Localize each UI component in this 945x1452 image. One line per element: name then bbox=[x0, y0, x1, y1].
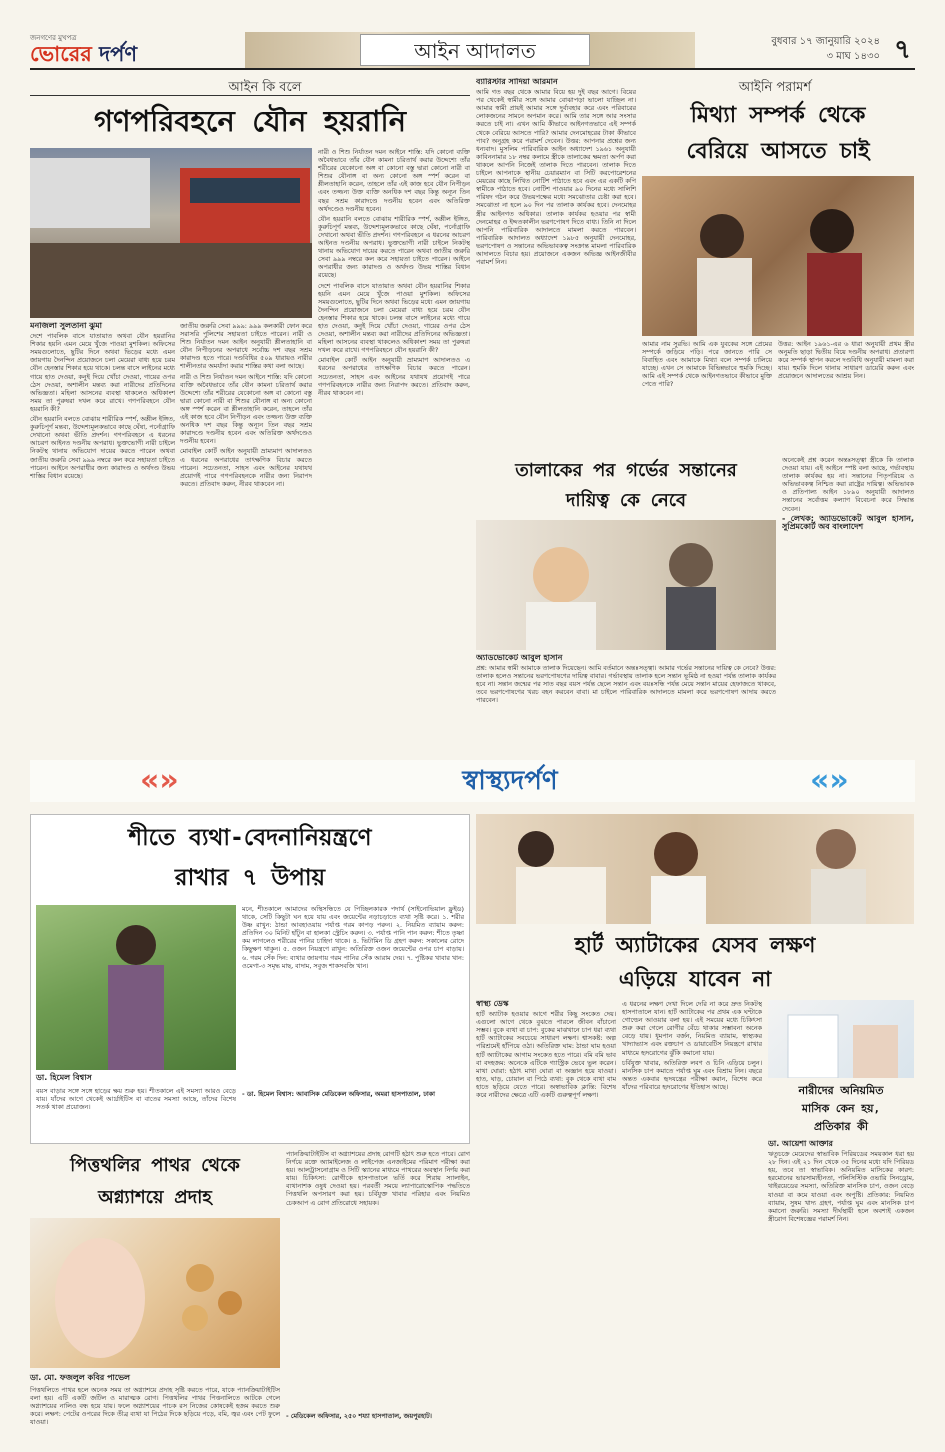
harassment-column-3 bbox=[318, 148, 470, 758]
divider bbox=[30, 95, 470, 96]
doctor-photo bbox=[768, 1000, 914, 1078]
law-mid-para-dup-2: যৌন হয়রানি বলতে বোঝায় শারীরিক স্পর্শ, অশ্লীল ইঙ্গিত, কুরুচিপূর্ণ মন্তব্য, উদ্দেশ্যমূলকভাবে কাছে ঘেঁষা, পর্নোগ্রাফি দেখানো অথবা ভীতি প্রদর্শন। গণপরিবহনে এ ধরনের আচরণ আইনত দণ্ডনীয় অপরাধ। ভুক্তভোগী নারী চাইলে নিকটস্থ থানায় অভিযোগ দায়ের করতে পারেন অথবা জাতীয় জরুরি সেবা ৯৯৯ নম্বরে কল করে সহায়তা চাইতে পারেন। আইনে অপরাধীর জন্য কারাদণ্ড ও অর্থদণ্ড উভয় শাস্তির বিধান রয়েছে। bbox=[318, 214, 470, 280]
bus-crowd-illustration bbox=[30, 148, 312, 318]
heart-illustration bbox=[476, 814, 914, 924]
women-headline-3: প্রতিকার কী bbox=[813, 1120, 868, 1133]
heart-body-3: চর্বিযুক্ত খাবার, অতিরিক্ত লবণ ও চিনি এড়িয়ে চলুন। মানসিক চাপ কমাতে পর্যাপ্ত ঘুম এবং বিশ্রাম নিন। বছরে অন্তত একবার হৃদযন্ত্রের পরীক্ষা করান, বিশেষ করে যাঁদের পরিবারে হৃদরোগের ইতিহাস আছে। bbox=[622, 1058, 762, 1091]
person-1-head bbox=[700, 214, 744, 258]
winter-headline-2: রাখার ৭ উপায় bbox=[174, 865, 326, 891]
harassment-para-5: মোবাইল কোর্ট আইন অনুযায়ী ভ্রাম্যমাণ আদালতও এ ধরনের অপরাধের তাৎক্ষণিক বিচার করতে পারেন। সচেতনতা, সাহস এবং আইনের যথাযথ প্রয়োগই পারে গণপরিবহনকে নারীর জন্য নিরাপদ করতে। প্রতিবাদ করুন, নীরব থাকবেন না। bbox=[180, 447, 312, 488]
harassment-para-3: জাতীয় জরুরি সেবা ৯৯৯: ৯৯৯ কলকারী ফোন করে সরাসরি পুলিশের সহায়তা চাইতে পারেন। নারী ও শিশু নির্যাতন দমন আইন অনুযায়ী শ্লীলতাহানি বা যৌন নিপীড়নের অপরাধে সর্বোচ্চ দশ বছর সশ্রম কারাদণ্ড হতে পারে। দণ্ডবিধির ৫০৯ ধারায়ও নারীর শালীনতার অমর্যাদা করার শাস্তির কথা বলা আছে। bbox=[180, 322, 312, 371]
heart-body: হার্ট অ্যাটাক হওয়ার আগে শরীর কিছু সংকেত দেয়। এগুলো আগে থেকে বুঝতে পারলে জীবন বাঁচানো সম্ভব। বুকে ব্যথা বা চাপ: বুকের মাঝখানে চাপ ধরা ব্যথা হার্ট অ্যাটাকের সবচেয়ে সাধারণ লক্ষণ। শ্বাসকষ্ট: অল্প পরিশ্রমেই হাঁপিয়ে ওঠা। অতিরিক্ত ঘাম: ঠান্ডা ঘাম হওয়া হার্ট অ্যাটাকের আগাম সংকেত হতে পারে। বমি বমি ভাব বা বদহজম: অনেকে এটিকে গ্যাস্ট্রিক ভেবে ভুল করেন। মাথা ঘোরা: হঠাৎ মাথা ঘোরা বা অজ্ঞান হয়ে যাওয়া। হাত, ঘাড়, চোয়াল বা পিঠে ব্যথা: বুক থেকে ব্যথা বাম হাতে ছড়িয়ে যেতে পারে। অস্বাভাবিক ক্লান্তি: বিশেষ করে নারীদের ক্ষেত্রে এটি একটি গুরুত্বপূর্ণ লক্ষণ। bbox=[476, 1010, 616, 1100]
gallstone-photo bbox=[30, 1218, 280, 1368]
winter-body-lower: বয়স বাড়ার সঙ্গে সঙ্গে হাড়ের ক্ষয় শুরু হয়। শীতকালে এই সমস্যা আরও বেড়ে যায়। যাঁদের আগে থেকেই আর্থ্রাইটিস বা বাতের সমস্যা আছে, তাঁদের বিশেষ সতর্ক থাকা প্রয়োজন। bbox=[36, 1087, 236, 1112]
woman-bed-head bbox=[518, 831, 554, 867]
bus-window bbox=[190, 178, 300, 203]
women-body bbox=[768, 1140, 914, 1422]
harassment-column-2 bbox=[180, 322, 312, 762]
advice-headline-1: মিথ্যা সম্পর্ক থেকে bbox=[690, 103, 866, 128]
patient-shape bbox=[853, 1025, 898, 1078]
women-byline: ডা. আয়েশা আক্তার bbox=[768, 1140, 833, 1148]
law-mid-byline: ব্যারিস্টার সাদিয়া আরমান bbox=[476, 78, 558, 86]
doctor-illustration bbox=[768, 1000, 914, 1078]
health-banner bbox=[30, 760, 915, 802]
harassment-para-4: নারী ও শিশু নির্যাতন দমন আইনে শাস্তি: যদি কোনো ব্যক্তি অবৈধভাবে তাঁর যৌন কামনা চরিতার্থ করার উদ্দেশ্যে তাঁর শরীরের যেকোনো অঙ্গ বা কোনো বস্তু দ্বারা কোনো নারী বা শিশুর যৌনাঙ্গ বা অন্য কোনো অঙ্গ স্পর্শ করেন বা শ্লীলতাহানি করেন, তাহলে তাঁর এই কাজ হবে যৌন নিপীড়ন এবং তজ্জন্য উক্ত ব্যক্তি অনধিক দশ বছর কিন্তু অন্যূন তিন বছর সশ্রম কারাদণ্ডে দণ্ডনীয় হবেন এবং অতিরিক্ত অর্থদণ্ডেও দণ্ডনীয় হবেন। bbox=[180, 372, 312, 446]
person-1-body bbox=[697, 258, 752, 336]
stone-2 bbox=[218, 1291, 242, 1315]
harassment-para-2: যৌন হয়রানি বলতে বোঝায় শারীরিক স্পর্শ, অশ্লীল ইঙ্গিত, কুরুচিপূর্ণ মন্তব্য, উদ্দেশ্যমূলকভাবে কাছে ঘেঁষা, পর্নোগ্রাফি দেখানো অথবা ভীতি প্রদর্শন। গণপরিবহনে এ ধরনের আচরণ আইনত দণ্ডনীয় অপরাধ। ভুক্তভোগী নারী চাইলে নিকটস্থ থানায় অভিযোগ দায়ের করতে পারেন অথবা জাতীয় জরুরি সেবা ৯৯৯ নম্বরে কল করে সহায়তা চাইতে পারেন। আইনে অপরাধীর জন্য কারাদণ্ড ও অর্থদণ্ড উভয় শাস্তির বিধান রয়েছে। bbox=[30, 415, 175, 480]
harassment-column-1 bbox=[30, 322, 175, 762]
man-head bbox=[654, 832, 698, 876]
girl-photo bbox=[476, 520, 776, 650]
logo bbox=[30, 34, 180, 66]
divorce-body-text: প্রশ্ন: আমার স্বামী আমাকে তালাক দিয়েছেন। আমি বর্তমানে অন্তঃসত্ত্বা। আমার গর্ভের সন্তানের দায়িত্ব কে নেবে? উত্তর: তালাক হলেও সন্তানের ভরণপোষণের দায়িত্ব বাবার। গর্ভাবস্থায় তালাক হলে সন্তান ভূমিষ্ঠ না হওয়া পর্যন্ত তালাক কার্যকর হবে না। সন্তান জন্মের পর সাত বছর বয়স পর্যন্ত ছেলে সন্তান এবং বয়ঃসন্ধি পর্যন্ত মেয়ে সন্তান মায়ের হেফাজতে থাকবে, তবে ভরণপোষণের খরচ বহন করবেন বাবা। মা চাইলে পারিবারিক আদালতে মামলা করে ভরণপোষণ আদায় করতে পারবেন। bbox=[476, 664, 776, 705]
bed-shape bbox=[516, 867, 606, 924]
winter-headline-1: শীতে ব্যথা-বেদনানিয়ন্ত্রণে bbox=[128, 825, 372, 851]
logo-name-a: ভোরের bbox=[30, 41, 92, 66]
advice-headline-2: বেরিয়ে আসতে চাই bbox=[686, 139, 870, 164]
woman-cardigan bbox=[108, 965, 164, 1070]
gall-byline: ডা. মো. ফজলুল কবির পাভেল bbox=[30, 1373, 130, 1382]
woman-photo bbox=[36, 905, 236, 1070]
divorce-body bbox=[476, 654, 776, 758]
man-body bbox=[651, 876, 706, 924]
parent-head bbox=[669, 543, 713, 587]
law-kicker: আইন কি বলে bbox=[228, 80, 302, 95]
harassment-byline: মনজিলা সুলতানা ঝুমা bbox=[30, 322, 102, 330]
divorce-headline-1: তালাকের পর গর্ভের সন্তানের bbox=[515, 460, 737, 481]
logo-name-b: দর্পণ bbox=[91, 41, 138, 66]
headline-harassment: গণপরিবহনে যৌন হয়রানি bbox=[93, 104, 407, 138]
health-banner-title: স্বাস্থ্যদর্পণ bbox=[462, 766, 558, 796]
doctor-coat bbox=[788, 1015, 838, 1078]
gall-body-2: প্যানক্রিয়াটাইটিস বা অগ্ন্যাশয়ের প্রদাহ রোগটি হঠাৎ শুরু হতে পারে। রোগ নির্ণয়ে রক্তে অ্যামাইলেজ ও লাইপেজ এনজাইমের পরিমাণ পরীক্ষা করা হয়। আলট্রাসনোগ্রাম ও সিটি স্ক্যানের মাধ্যমে পাথরের অবস্থান নির্ণয় করা যায়। চিকিৎসা: রোগীকে হাসপাতালে ভর্তি করে শিরায় স্যালাইন, ব্যথানাশক ওষুধ দেওয়া হয়। পরবর্তী সময়ে ল্যাপারোস্কোপিক পদ্ধতিতে পিত্তথলি অপসারণ করা হয়। চর্বিযুক্ত খাবার পরিহার এবং নিয়মিত চেকআপ এ রোগ প্রতিরোধে সহায়ক। bbox=[286, 1150, 470, 1207]
crowd-shape bbox=[30, 243, 312, 318]
heart-headline-1: হার্ট অ্যাটাকের যেসব লক্ষণ bbox=[574, 933, 816, 957]
heart-headline-2: এড়িয়ে যাবেন না bbox=[618, 967, 772, 991]
abdomen-shape bbox=[55, 1238, 145, 1358]
advice-kicker: আইনি পরামর্শ bbox=[738, 80, 812, 95]
banner-chevron-left-icon: «» bbox=[140, 763, 179, 798]
girl-body bbox=[526, 602, 596, 650]
divorce-author: - লেখক: অ্যাডভোকেট আবুল হাসান, সুপ্রিমকোর্ট অব বাংলাদেশ bbox=[782, 513, 914, 531]
gall-headline-2: অগ্ন্যাশয়ে প্রদাহ bbox=[98, 1187, 212, 1208]
women-body-text: ঋতুচক্রে মেয়েদের স্বাভাবিক পিরিয়ডের সময়কাল ধরা হয় ২৮ দিন। এই ২১ দিন থেকে ৩৫ দিনের মধ্যে যদি পিরিয়ড হয়, তবে তা স্বাভাবিক। অনিয়মিত মাসিকের কারণ: হরমোনের ভারসাম্যহীনতা, পলিসিস্টিক ওভারি সিনড্রোম, থাইরয়েডের সমস্যা, অতিরিক্ত মানসিক চাপ, ওজন বেড়ে যাওয়া বা কমে যাওয়া এবং অপুষ্টি। প্রতিকার: নিয়মিত ব্যায়াম, সুষম খাদ্য গ্রহণ, পর্যাপ্ত ঘুম এবং মানসিক চাপ কমানো জরুরি। সমস্যা দীর্ঘস্থায়ী হলে অবশ্যই একজন স্ত্রীরোগ বিশেষজ্ঞের পরামর্শ নিন। bbox=[768, 1150, 914, 1223]
law-mid-para-dup-4: মোবাইল কোর্ট আইন অনুযায়ী ভ্রাম্যমাণ আদালতও এ ধরনের অপরাধের তাৎক্ষণিক বিচার করতে পারেন। সচেতনতা, সাহস এবং আইনের যথাযথ প্রয়োগই পারে গণপরিবহনকে নারীর জন্য নিরাপদ করতে। প্রতিবাদ করুন, নীরব থাকবেন না। bbox=[318, 356, 470, 397]
woman-illustration bbox=[36, 905, 236, 1070]
advice-question-column bbox=[476, 78, 636, 453]
woman-head bbox=[116, 925, 156, 965]
heart-column-2 bbox=[622, 1000, 762, 1422]
winter-author: - ডা. হিমেল বিশ্বাস: আবাসিক মেডিকেল অফিসার, অমরা হাসপাতাল, ঢাকা bbox=[242, 1090, 436, 1098]
stone-1 bbox=[186, 1264, 214, 1292]
page-number: ৭ bbox=[894, 35, 911, 65]
girl-illustration bbox=[476, 520, 776, 650]
person-2-head bbox=[810, 209, 854, 253]
masthead bbox=[30, 30, 915, 70]
heart-column-1 bbox=[476, 1000, 616, 1422]
dateline bbox=[730, 34, 880, 66]
gallstone-illustration bbox=[30, 1218, 280, 1368]
logo-tagline: জনগণের মুখপত্র bbox=[30, 34, 77, 42]
law-mid-para-dup-1: নারী ও শিশু নির্যাতন দমন আইনে শাস্তি: যদি কোনো ব্যক্তি অবৈধভাবে তাঁর যৌন কামনা চরিতার্থ করার উদ্দেশ্যে তাঁর শরীরের যেকোনো অঙ্গ বা কোনো বস্তু দ্বারা কোনো নারী বা শিশুর যৌনাঙ্গ বা অন্য কোনো অঙ্গ স্পর্শ করেন বা শ্লীলতাহানি করেন, তাহলে তাঁর এই কাজ হবে যৌন নিপীড়ন এবং তজ্জন্য উক্ত ব্যক্তি অনধিক দশ বছর কিন্তু অন্যূন তিন বছর সশ্রম কারাদণ্ডে দণ্ডনীয় হবেন এবং অতিরিক্ত অর্থদণ্ডেও দণ্ডনীয় হবেন। bbox=[318, 148, 470, 213]
section-title: আইন আদালত bbox=[360, 34, 590, 66]
couple-illustration bbox=[642, 176, 914, 336]
harassment-para-1: দেশে পাবলিক বাসে যাতায়াত অথবা যৌন হয়রানির শিকার হয়নি এমন মেয়ে খুঁজে পাওয়া মুশকিল। অফিসের সময়গুলোতে, ছুটির দিনে অথবা ভিড়ের মধ্যে এমন জায়গায় দৈনন্দিন প্রয়োজনে চলা মেয়েরা বাধ্য হয়ে চরম যৌন হেনস্তার শিকার হয়ে থাকে। চলন্ত বাসে লাইনের মধ্যে গায়ে হাত দেওয়া, কনুই দিয়ে খোঁচা দেওয়া, গায়ের ওপর ঠেস দেওয়া, অশালীন মন্তব্য করা নারীদের প্রতিদিনের অভিজ্ঞতা। মহিলা আসনের ব্যবস্থা থাকলেও অধিকাংশ সময় তা পুরুষরা দখল করে রাখে। গণপরিবহনে যৌন হয়রানি কী? bbox=[30, 332, 175, 413]
heart-photo bbox=[476, 814, 914, 924]
bus-crowd-photo bbox=[30, 148, 312, 318]
elder-head bbox=[816, 829, 856, 869]
women-headline-1: নারীদের অনিয়মিত bbox=[798, 1084, 884, 1097]
date-gregorian: বুধবার ১৭ জানুয়ারি ২০২৪ bbox=[771, 36, 880, 47]
winter-byline: ডা. হিমেল বিশ্বাস bbox=[36, 1073, 92, 1082]
law-mid-body: আমি গত বছর থেকে আমার বিয়ে হয় দুই বছর আগে। বিয়ের পর থেকেই স্বামীর সঙ্গে আমার বোঝাপড়া ভালো যাচ্ছিল না। আমার স্বামী প্রায়ই আমার সঙ্গে দুর্ব্যবহার করে এবং পরিবারের লোকজনের সামনে অপমান করে। আমি তার সঙ্গে আর সংসার করতে চাই না। এখন আমি কীভাবে আইনগতভাবে এই সম্পর্ক থেকে বেরিয়ে আসতে পারি? আমার দেনমোহরের টাকা কীভাবে পাব? অনুগ্রহ করে পরামর্শ দেবেন। উত্তর: আপনার প্রশ্নের জন্য ধন্যবাদ। মুসলিম পারিবারিক আইন অধ্যাদেশ ১৯৬১ অনুযায়ী কাবিননামার ১৮ নম্বর কলামে স্ত্রীকে তালাকের ক্ষমতা অর্পণ করা থাকলে আপনি নিজেই তালাক দিতে পারবেন। তালাক দিতে চাইলে আপনাকে স্থানীয় চেয়ারম্যান বা সিটি করপোরেশনের মেয়রের কাছে লিখিত নোটিশ পাঠাতে হবে এবং এর একটি কপি স্বামীকে পাঠাতে হবে। নোটিশ পাওয়ার ৯০ দিনের মধ্যে সালিশি পরিষদ গঠন করে উভয়পক্ষের মধ্যে সমঝোতার চেষ্টা করা হবে। সমঝোতা না হলে ৯০ দিন পর তালাক কার্যকর হবে। দেনমোহর স্ত্রীর আইনগত অধিকার। তালাক কার্যকর হওয়ার পর স্বামী দেনমোহর ও ইদ্দতকালীন ভরণপোষণ দিতে বাধ্য। তিনি না দিলে আপনি পারিবারিক আদালতে মামলা করতে পারবেন। পারিবারিক আদালত অধ্যাদেশ ১৯৮৫ অনুযায়ী দেনমোহর, ভরণপোষণ ও সন্তানের অভিভাবকত্ব সংক্রান্ত মামলা পারিবারিক আদালতে বিচার হয়। প্রয়োজনে একজন অভিজ্ঞ আইনজীবীর পরামর্শ নিন। bbox=[476, 88, 636, 267]
gall-headline-1: পিত্তথলির পাথর থেকে bbox=[70, 1155, 240, 1176]
bus-shape-2 bbox=[30, 158, 150, 228]
logo-name bbox=[30, 41, 137, 66]
winter-body: মনে, শীতকালে আমাদের অস্থিসন্ধিতে যে পিচ্ছিলকারক পদার্থ (সাইনোভিয়াল ফ্লুইড) থাকে, সেটি কিছুটা ঘন হয়ে যায় এবং জয়েন্টের নড়াচড়াতে ব্যথা সৃষ্টি করে। ১. শরীর উষ্ণ রাখুন: ঠান্ডা আবহাওয়ায় পর্যাপ্ত গরম কাপড় পরুন। ২. নিয়মিত ব্যায়াম করুন: প্রতিদিন ৩০ মিনিট হাঁটুন বা হালকা স্ট্রেচিং করুন। ৩. পর্যাপ্ত পানি পান করুন: শীতে তৃষ্ণা কম লাগলেও শরীরের পানির চাহিদা থাকে। ৪. ভিটামিন ডি গ্রহণ করুন: সকালের রোদে কিছুক্ষণ থাকুন। ৫. ওজন নিয়ন্ত্রণে রাখুন: অতিরিক্ত ওজন জয়েন্টের ওপর চাপ বাড়ায়। ৬. গরম সেঁক দিন: ব্যথার জায়গায় গরম পানির সেঁক আরাম দেয়। ৭. পুষ্টিকর খাবার খান: ওমেগা-৩ সমৃদ্ধ মাছ, বাদাম, সবুজ শাকসবজি খান। bbox=[242, 905, 464, 970]
divorce-right-text: অনেকেই প্রশ্ন করেন অন্তঃসত্ত্বা স্ত্রীকে কি তালাক দেওয়া যায়। এই আইনে স্পষ্ট বলা আছে, গর্ভাবস্থায় তালাক কার্যকর হয় না। সন্তানের পিতৃপরিচয় ও অভিভাবকত্ব নিশ্চিত করা রাষ্ট্রের দায়িত্ব। অভিভাবক ও প্রতিপাল্য আইন ১৮৯০ অনুযায়ী আদালত সন্তানের সর্বোত্তম কল্যাণ বিবেচনা করে সিদ্ধান্ত দেবেন। bbox=[782, 456, 914, 513]
stone-3 bbox=[182, 1305, 208, 1331]
women-headline-2: মাসিক কেন হয়, bbox=[801, 1102, 881, 1115]
couple-photo bbox=[642, 176, 914, 336]
divorce-headline-2: দায়িত্ব কে নেবে bbox=[565, 490, 687, 511]
advice-body-left: আমার নাম সুরভি। আমি এক যুবকের সঙ্গে প্রেমের সম্পর্কে জড়িয়ে পড়ি। পরে জানতে পারি সে বিবাহিত এবং আমাকে মিথ্যা বলে সম্পর্ক চালিয়ে যাচ্ছে। এখন সে আমাকে বিভিন্নভাবে হুমকি দিচ্ছে। আমি এই সম্পর্ক থেকে আইনগতভাবে কীভাবে মুক্তি পেতে পারি? bbox=[642, 340, 772, 389]
parent-body bbox=[666, 587, 716, 650]
divorce-byline: অ্যাডভোকেট আবুল হাসান bbox=[476, 654, 563, 662]
banner-chevron-right-icon: «» bbox=[810, 763, 849, 798]
heart-body-2: এ ধরনের লক্ষণ দেখা দিলে দেরি না করে দ্রুত নিকটস্থ হাসপাতালে যান। হার্ট অ্যাটাকের পর প্রথম এক ঘণ্টাকে গোল্ডেন আওয়ার বলা হয়। এই সময়ের মধ্যে চিকিৎসা শুরু করা গেলে রোগীর বেঁচে থাকার সম্ভাবনা অনেক বেড়ে যায়। ধূমপান বর্জন, নিয়মিত ব্যায়াম, স্বাস্থ্যকর খাদ্যাভ্যাস এবং রক্তচাপ ও ডায়াবেটিস নিয়ন্ত্রণে রাখার মাধ্যমে হৃদরোগের ঝুঁকি কমানো যায়। bbox=[622, 1000, 762, 1057]
heart-byline: স্বাস্থ্য ডেস্ক bbox=[476, 1000, 509, 1008]
law-mid-para-dup-3: দেশে পাবলিক বাসে যাতায়াত অথবা যৌন হয়রানির শিকার হয়নি এমন মেয়ে খুঁজে পাওয়া মুশকিল। অফিসের সময়গুলোতে, ছুটির দিনে অথবা ভিড়ের মধ্যে এমন জায়গায় দৈনন্দিন প্রয়োজনে চলা মেয়েরা বাধ্য হয়ে চরম যৌন হেনস্তার শিকার হয়ে থাকে। চলন্ত বাসে লাইনের মধ্যে গায়ে হাত দেওয়া, কনুই দিয়ে খোঁচা দেওয়া, গায়ের ওপর ঠেস দেওয়া, অশালীন মন্তব্য করা নারীদের প্রতিদিনের অভিজ্ঞতা। মহিলা আসনের ব্যবস্থা থাকলেও অধিকাংশ সময় তা পুরুষরা দখল করে রাখে। গণপরিবহনে যৌন হয়রানি কী? bbox=[318, 281, 470, 355]
girl-head bbox=[533, 547, 589, 603]
elder-body bbox=[811, 869, 866, 924]
person-2-body bbox=[807, 253, 862, 336]
gall-author: - মেডিকেল অফিসার, ২৫০ শয্যা হাসপাতাল, জয়পুরহাট। bbox=[286, 1412, 432, 1420]
divorce-right-column bbox=[782, 456, 914, 758]
gall-body: পিত্তথলিতে পাথর হলে অনেক সময় তা অগ্ন্যাশয়ে প্রদাহ সৃষ্টি করতে পারে, যাকে প্যানক্রিয়াটাইটিস বলা হয়। এটি একটি জটিল ও মারাত্মক রোগ। পিত্তথলির পাথর পিত্তনালিতে আটকে গেলে অগ্ন্যাশয়ের নালিও বন্ধ হয়ে যায়। ফলে অগ্ন্যাশয়ের পাচক রস নিজের কোষকেই হজম করতে শুরু করে। লক্ষণ: পেটের ওপরের দিকে তীব্র ব্যথা যা পিঠের দিকে ছড়িয়ে পড়ে, বমি, জ্বর এবং পেট ফুলে যাওয়া। bbox=[30, 1386, 280, 1426]
date-bangla: ৩ মাঘ ১৪৩০ bbox=[826, 51, 880, 62]
advice-body-right: উত্তর: আইন ১৯৬১-এর ৬ ধারা অনুযায়ী প্রথম স্ত্রীর অনুমতি ছাড়া দ্বিতীয় বিয়ে দণ্ডনীয় অপরাধ। প্রতারণা করে সম্পর্ক স্থাপন করলে দণ্ডবিধি অনুযায়ী মামলা করা যায়। হুমকি দিলে থানায় সাধারণ ডায়েরি করুন এবং প্রয়োজনে আদালতের আশ্রয় নিন। bbox=[778, 340, 914, 381]
